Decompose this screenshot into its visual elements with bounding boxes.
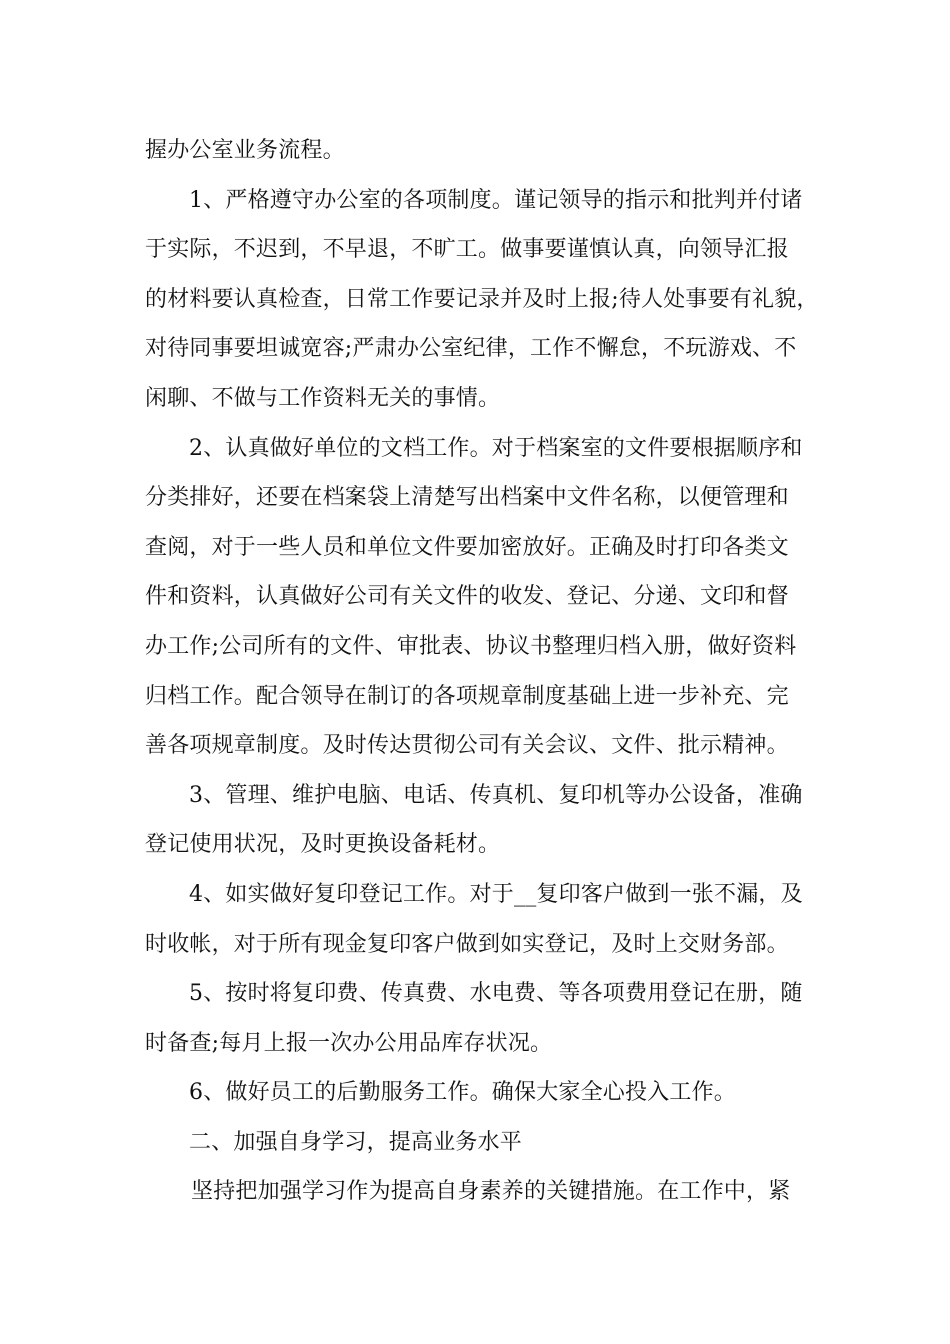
- text-line: 对待同事要坦诚宽容;严肃办公室纪律，工作不懈怠，不玩游戏、不: [145, 336, 797, 362]
- text-line: 闲聊、不做与工作资料无关的事情。: [145, 385, 501, 411]
- text-line: 3、管理、维护电脑、电话、传真机、复印机等办公设备，准确: [189, 782, 803, 808]
- text-line: 6、做好员工的后勤服务工作。确保大家全心投入工作。: [189, 1080, 736, 1106]
- text-line: 于实际，不迟到，不早退，不旷工。做事要谨慎认真，向领导汇报: [145, 237, 789, 263]
- text-line: 时收帐，对于所有现金复印客户做到如实登记，及时上交财务部。: [145, 931, 789, 957]
- text-line: 2、认真做好单位的文档工作。对于档案室的文件要根据顺序和: [189, 435, 803, 461]
- section-heading: 二、加强自身学习，提高业务水平: [189, 1129, 523, 1155]
- text-line: 4、如实做好复印登记工作。对于__复印客户做到一张不漏，及: [189, 881, 803, 907]
- text-line: 的材料要认真检查，日常工作要记录并及时上报;待人处事要有礼貌，: [145, 286, 819, 312]
- text-line: 查阅，对于一些人员和单位文件要加密放好。正确及时打印各类文: [145, 534, 789, 560]
- text-line: 5、按时将复印费、传真费、水电费、等各项费用登记在册，随: [189, 981, 803, 1007]
- text-line: 坚持把加强学习作为提高自身素养的关键措施。在工作中，紧: [191, 1179, 791, 1205]
- text-line: 善各项规章制度。及时传达贯彻公司有关会议、文件、批示精神。: [145, 733, 789, 759]
- text-line: 1、严格遵守办公室的各项制度。谨记领导的指示和批判并付诸: [189, 187, 803, 213]
- text-line: 登记使用状况，及时更换设备耗材。: [145, 832, 501, 858]
- text-line: 分类排好，还要在档案袋上清楚写出档案中文件名称，以便管理和: [145, 485, 789, 511]
- text-line: 办工作;公司所有的文件、审批表、协议书整理归档入册，做好资料: [145, 633, 797, 659]
- text-line: 握办公室业务流程。: [145, 138, 345, 163]
- text-line: 时备查;每月上报一次办公用品库存状况。: [145, 1030, 553, 1056]
- text-line: 归档工作。配合领导在制订的各项规章制度基础上进一步补充、完: [145, 683, 789, 709]
- text-line: 件和资料，认真做好公司有关文件的收发、登记、分递、文印和督: [145, 584, 789, 610]
- document-body: [145, 126, 825, 1217]
